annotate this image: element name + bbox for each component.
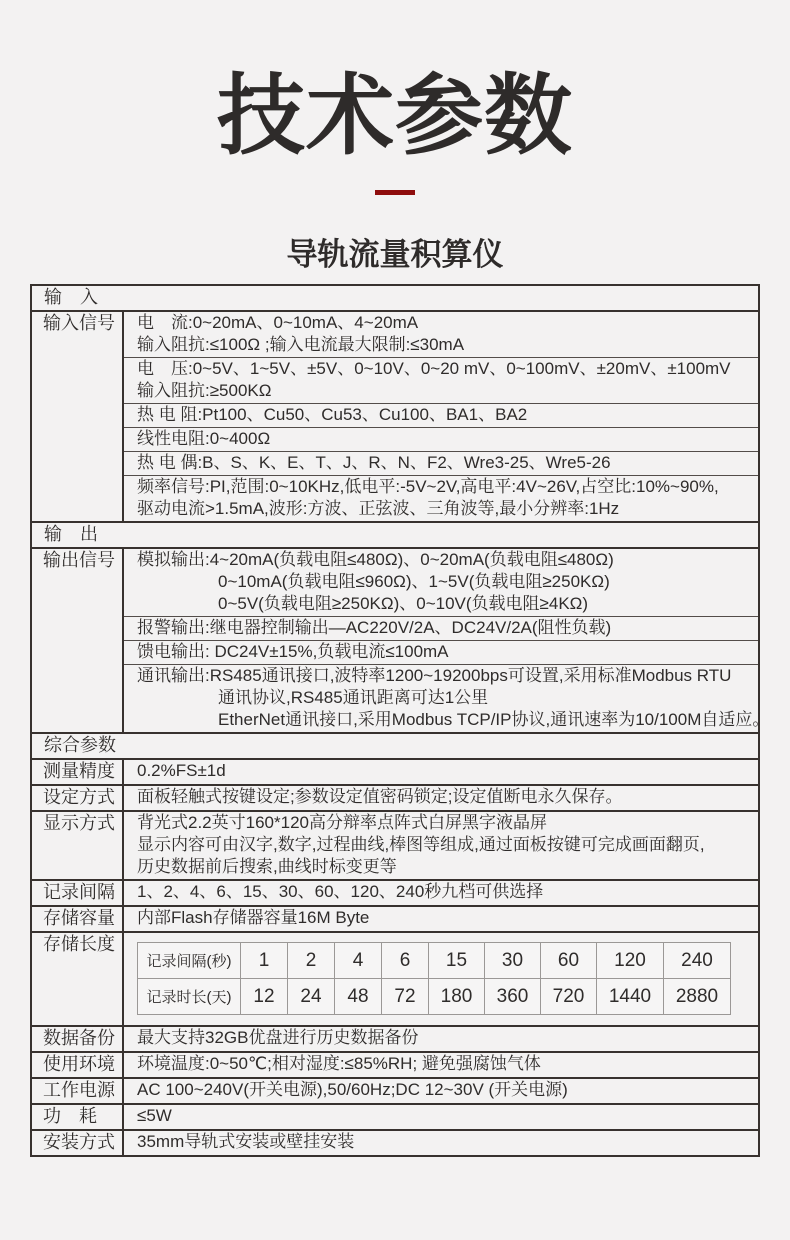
spec-line: 0~5V(负载电阻≥250KΩ)、0~10V(负载电阻≥4KΩ) bbox=[218, 594, 589, 613]
spec-line: 电 流:0~20mA、0~10mA、4~20mA bbox=[137, 313, 419, 332]
spec-line: 历史数据前后搜索,曲线时标变更等 bbox=[137, 857, 397, 876]
storage-length-table bbox=[137, 942, 731, 1015]
row-label: 输出信号 bbox=[32, 549, 124, 732]
storage-duration-header: 记录时长(天) bbox=[138, 979, 241, 1015]
row-power-consumption bbox=[32, 1103, 758, 1129]
row-label: 测量精度 bbox=[32, 760, 124, 784]
interval-cell: 2 bbox=[288, 943, 335, 979]
spec-line: 电 压:0~5V、1~5V、±5V、0~10V、0~20 mV、0~100mV、±20mV、±100mV bbox=[137, 359, 731, 378]
spec-line: 热 电 阻:Pt100、Cu50、Cu53、Cu100、BA1、BA2 bbox=[137, 405, 528, 424]
spec-line: 0~10mA(负载电阻≤960Ω)、1~5V(负载电阻≥250KΩ) bbox=[218, 572, 610, 591]
sub-row-voltage bbox=[124, 357, 758, 403]
spec-line: 通讯协议,RS485通讯距离可达1公里 bbox=[218, 688, 489, 707]
duration-cell: 48 bbox=[335, 979, 382, 1015]
title-accent-divider bbox=[375, 190, 415, 195]
section-label: 输 入 bbox=[44, 287, 98, 307]
row-label: 存储容量 bbox=[32, 907, 124, 931]
spec-line: 显示内容可由汉字,数字,过程曲线,棒图等组成,通过面板按键可完成画面翻页, bbox=[137, 835, 705, 854]
duration-cell: 360 bbox=[485, 979, 541, 1015]
spec-line: 内部Flash存储器容量16M Byte bbox=[137, 908, 370, 927]
spec-line: 输入阻抗:≥500KΩ bbox=[137, 381, 272, 400]
spec-line: 频率信号:PI,范围:0~10KHz,低电平:-5V~2V,高电平:4V~26V,占空比:10%~90%, bbox=[137, 477, 719, 496]
duration-cell: 72 bbox=[382, 979, 429, 1015]
row-label: 设定方式 bbox=[32, 786, 124, 810]
sub-row-analog-output bbox=[124, 549, 758, 616]
duration-cell: 2880 bbox=[664, 979, 731, 1015]
interval-cell: 15 bbox=[429, 943, 485, 979]
spec-line: 输入阻抗:≤100Ω ;输入电流最大限制:≤30mA bbox=[137, 335, 465, 354]
interval-cell: 240 bbox=[664, 943, 731, 979]
row-accuracy bbox=[32, 758, 758, 784]
section-label: 输 出 bbox=[44, 524, 98, 544]
spec-line: 驱动电流>1.5mA,波形:方波、正弦波、三角波等,最小分辨率:1Hz bbox=[137, 499, 620, 518]
section-row-general bbox=[32, 732, 758, 758]
storage-duration-row bbox=[138, 979, 731, 1015]
row-record-interval bbox=[32, 879, 758, 905]
row-power-supply bbox=[32, 1077, 758, 1103]
storage-interval-row bbox=[138, 943, 731, 979]
spec-line: 模拟输出:4~20mA(负载电阻≤480Ω)、0~20mA(负载电阻≤480Ω) bbox=[137, 550, 614, 569]
interval-cell: 30 bbox=[485, 943, 541, 979]
section-label: 综合参数 bbox=[44, 735, 116, 755]
sub-row-current bbox=[124, 312, 758, 357]
duration-cell: 180 bbox=[429, 979, 485, 1015]
sub-row-thermocouple bbox=[124, 451, 758, 475]
interval-cell: 4 bbox=[335, 943, 382, 979]
row-label: 使用环境 bbox=[32, 1053, 124, 1077]
interval-cell: 60 bbox=[541, 943, 597, 979]
spec-line: 背光式2.2英寸160*120高分辩率点阵式白屏黑字液晶屏 bbox=[137, 813, 547, 832]
product-subtitle: 导轨流量积算仪 bbox=[286, 237, 504, 272]
row-storage-capacity bbox=[32, 905, 758, 931]
sub-row-communication-output bbox=[124, 664, 770, 732]
interval-cell: 120 bbox=[597, 943, 664, 979]
row-label: 工作电源 bbox=[32, 1079, 124, 1103]
sub-row-rtd bbox=[124, 403, 758, 427]
interval-cell: 6 bbox=[382, 943, 429, 979]
row-label: 功 耗 bbox=[32, 1105, 124, 1129]
storage-interval-header: 记录间隔(秒) bbox=[138, 943, 241, 979]
duration-cell: 720 bbox=[541, 979, 597, 1015]
spec-line: 环境温度:0~50℃;相对湿度:≤85%RH; 避免强腐蚀气体 bbox=[137, 1054, 541, 1073]
sub-row-alarm-output bbox=[124, 616, 758, 640]
spec-line: 0.2%FS±1d bbox=[137, 761, 226, 780]
spec-line: 馈电输出: DC24V±15%,负载电流≤100mA bbox=[137, 642, 449, 661]
spec-line: 报警输出:继电器控制输出—AC220V/2A、DC24V/2A(阻性负载) bbox=[137, 618, 612, 637]
sub-row-linear-resistance bbox=[124, 427, 758, 451]
sub-row-feed-output bbox=[124, 640, 758, 664]
duration-cell: 1440 bbox=[597, 979, 664, 1015]
row-display-method bbox=[32, 810, 758, 879]
page-title: 技术参数 bbox=[216, 66, 573, 165]
section-row-input bbox=[32, 286, 758, 310]
duration-cell: 12 bbox=[241, 979, 288, 1015]
spec-line: EtherNet通讯接口,采用Modbus TCP/IP协议,通讯速率为10/100M自适应。 bbox=[218, 710, 770, 729]
spec-line: 热 电 偶:B、S、K、E、T、J、R、N、F2、Wre3-25、Wre5-26 bbox=[137, 453, 611, 472]
spec-line: 35mm导轨式安装或壁挂安装 bbox=[137, 1132, 355, 1151]
row-input-signal bbox=[32, 310, 758, 521]
row-label: 数据备份 bbox=[32, 1027, 124, 1051]
section-row-output bbox=[32, 521, 758, 547]
spec-line: 线性电阻:0~400Ω bbox=[137, 429, 271, 448]
spec-line: 通讯输出:RS485通讯接口,波特率1200~19200bps可设置,采用标准Modbus RTU bbox=[137, 666, 732, 685]
row-data-backup bbox=[32, 1025, 758, 1051]
row-label: 显示方式 bbox=[32, 812, 124, 879]
spec-line: 1、2、4、6、15、30、60、120、240秒九档可供选择 bbox=[137, 882, 544, 901]
interval-cell: 1 bbox=[241, 943, 288, 979]
row-setting-method bbox=[32, 784, 758, 810]
sub-row-frequency bbox=[124, 475, 758, 521]
spec-line: ≤5W bbox=[137, 1106, 172, 1125]
duration-cell: 24 bbox=[288, 979, 335, 1015]
row-storage-length bbox=[32, 931, 758, 1025]
spec-line: AC 100~240V(开关电源),50/60Hz;DC 12~30V (开关电源) bbox=[137, 1080, 568, 1099]
row-installation-method bbox=[32, 1129, 758, 1155]
row-label: 安装方式 bbox=[32, 1131, 124, 1155]
row-output-signal bbox=[32, 547, 770, 732]
spec-table bbox=[30, 284, 770, 1157]
row-label: 存储长度 bbox=[32, 933, 124, 1025]
row-label: 输入信号 bbox=[32, 312, 124, 521]
row-label: 记录间隔 bbox=[32, 881, 124, 905]
row-operating-environment bbox=[32, 1051, 758, 1077]
spec-line: 最大支持32GB优盘进行历史数据备份 bbox=[137, 1028, 419, 1047]
spec-line: 面板轻触式按键设定;参数设定值密码锁定;设定值断电永久保存。 bbox=[137, 787, 623, 806]
